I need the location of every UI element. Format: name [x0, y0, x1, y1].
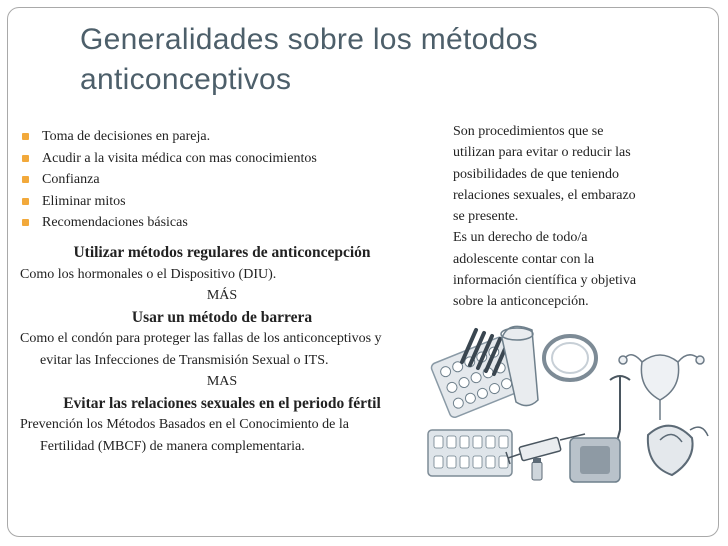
- title-line-1: Generalidades sobre los métodos: [80, 23, 538, 56]
- contraceptives-illustration: [420, 310, 720, 490]
- bullet-item: Confianza: [20, 169, 440, 191]
- definition-line: Es un derecho de todo/a: [453, 230, 588, 246]
- definition-line: información científica y objetiva: [453, 273, 637, 289]
- pill-strip-icon: [428, 430, 512, 476]
- definition-line: se presente.: [453, 209, 519, 225]
- text-condom-line-2: evitar las Infecciones de Transmisión Sexual o ITS.: [40, 352, 329, 368]
- bullet-item: Recomendaciones básicas: [20, 212, 440, 234]
- heading-regular-methods: Utilizar métodos regulares de anticoncepción: [73, 244, 371, 261]
- heading-barrier-method: Usar un método de barrera: [131, 308, 313, 326]
- definition-line: utilizan para evitar o reducir las: [453, 145, 631, 161]
- text-hormonal: Como los hormonales o el Dispositivo (DIU).: [20, 266, 277, 282]
- definition-line: sobre la anticoncepción.: [453, 294, 589, 310]
- diaphragm-icon: [648, 426, 708, 475]
- uterus-icon: [619, 355, 704, 420]
- bullet-list: [20, 126, 440, 234]
- definition-line: relaciones sexuales, el embarazo: [453, 187, 636, 203]
- body-text: [20, 242, 424, 457]
- ring-icon: [544, 336, 596, 380]
- text-mbcf-line-1: Prevención los Métodos Basados en el Conocimiento de la: [20, 417, 349, 432]
- vial-icon: [532, 458, 542, 480]
- text-condom-line-1: Como el condón para proteger las fallas de los anticonceptivos y: [20, 331, 382, 346]
- definition-line: adolescente contar con la: [453, 251, 595, 267]
- bullet-item: Eliminar mitos: [20, 191, 440, 213]
- title-line-2: anticonceptivos: [80, 63, 292, 96]
- iud-icon: [610, 376, 630, 445]
- connector-mas-2: MAS: [206, 374, 238, 389]
- definition-line: Son procedimientos que se: [453, 124, 604, 139]
- bullet-item: Toma de decisiones en pareja.: [20, 126, 440, 148]
- definition-text: [453, 121, 683, 313]
- patch-icon: [570, 438, 620, 482]
- definition-line: posibilidades de que teniendo: [453, 166, 620, 182]
- text-mbcf-line-2: Fertilidad (MBCF) de manera complementaria.: [40, 438, 305, 454]
- bullet-item: Acudir a la visita médica con mas conocimientos: [20, 148, 440, 170]
- slide-title: [80, 20, 640, 100]
- heading-fertile-period: Evitar las relaciones sexuales en el periodo fértil: [63, 394, 381, 412]
- connector-mas-1: MÁS: [206, 288, 238, 303]
